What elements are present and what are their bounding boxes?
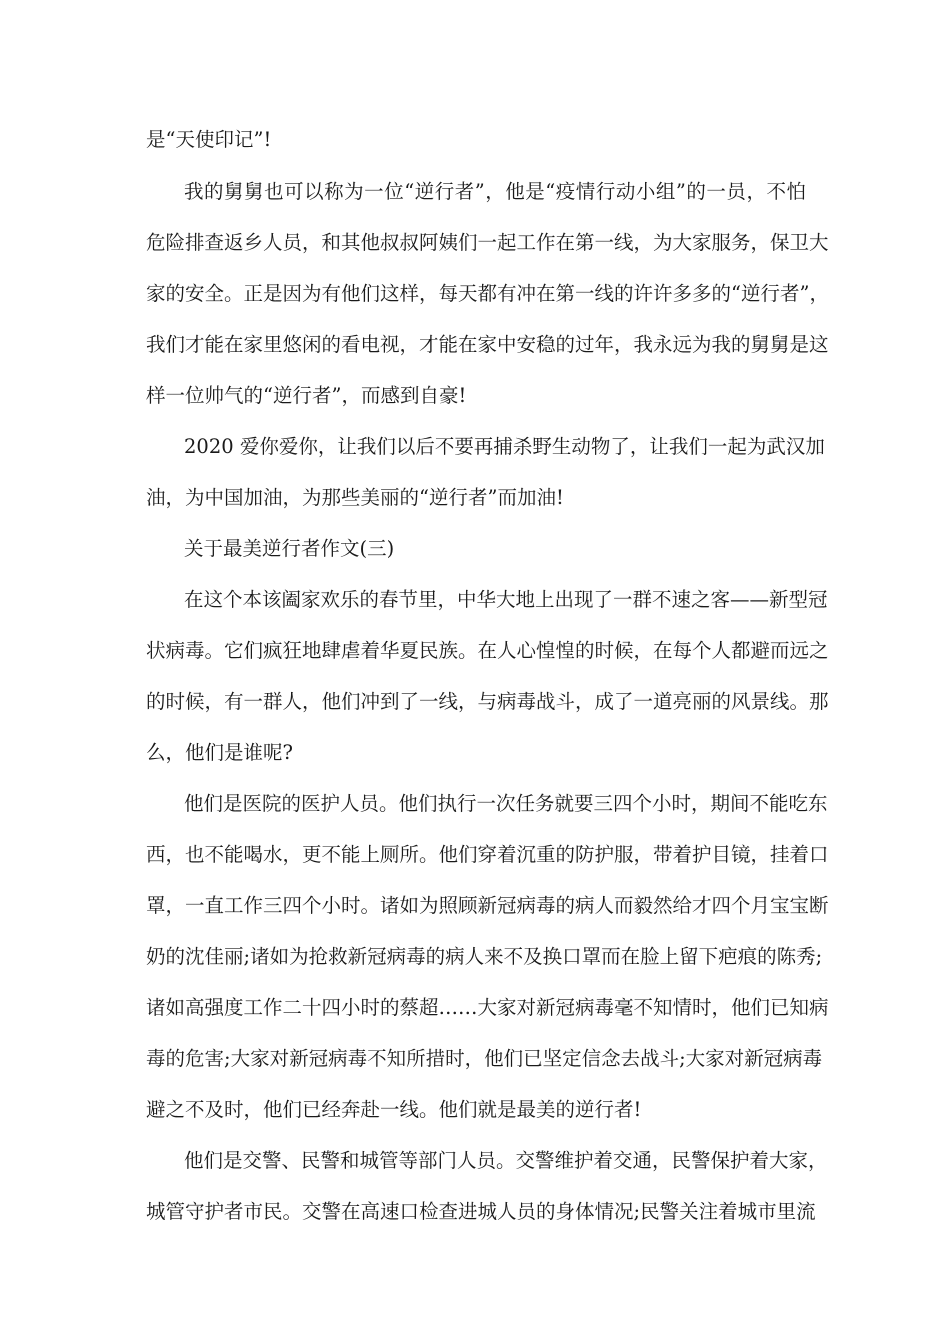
text-line-16: 罩，一直工作三四个小时。诸如为照顾新冠病毒的病人而毅然给才四个月宝宝断 (146, 894, 829, 917)
text-line-3: 危险排查返乡人员，和其他叔叔阿姨们一起工作在第一线，为大家服务，保卫大 (146, 231, 829, 254)
text-line-17: 奶的沈佳丽;诸如为抢救新冠病毒的病人来不及换口罩而在脸上留下疤痕的陈秀; (146, 945, 823, 968)
text-line-4: 家的安全。正是因为有他们这样，每天都有冲在第一线的许许多多的“逆行者”， (146, 282, 829, 305)
text-line-2: 我的舅舅也可以称为一位“逆行者”，他是“疫情行动小组”的一员，不怕 (184, 180, 806, 203)
text-line-1: 是“天使印记”! (146, 128, 272, 151)
text-line-14: 他们是医院的医护人员。他们执行一次任务就要三四个小时，期间不能吃东 (184, 792, 828, 815)
text-line-13: 么，他们是谁呢? (146, 741, 293, 764)
text-line-12: 的时候，有一群人，他们冲到了一线，与病毒战斗，成了一道亮丽的风景线。那 (146, 690, 829, 713)
text-line-6: 样一位帅气的“逆行者”，而感到自豪! (146, 384, 467, 407)
text-line-7: 2020 爱你爱你，让我们以后不要再捕杀野生动物了，让我们一起为武汉加 (184, 435, 825, 458)
text-line-5: 我们才能在家里悠闲的看电视，才能在家中安稳的过年，我永远为我的舅舅是这 (146, 333, 829, 356)
section-heading: 关于最美逆行者作文(三) (184, 537, 395, 560)
text-line-19: 毒的危害;大家对新冠病毒不知所措时，他们已坚定信念去战斗;大家对新冠病毒 (146, 1047, 823, 1070)
text-line-8: 油，为中国加油，为那些美丽的“逆行者”而加油! (146, 486, 564, 509)
text-line-10: 在这个本该阖家欢乐的春节里，中华大地上出现了一群不速之客——新型冠 (184, 588, 828, 611)
text-line-15: 西，也不能喝水，更不能上厕所。他们穿着沉重的防护服，带着护目镜，挂着口 (146, 843, 829, 866)
text-line-20: 避之不及时，他们已经奔赴一线。他们就是最美的逆行者! (146, 1098, 642, 1121)
text-line-21: 他们是交警、民警和城管等部门人员。交警维护着交通，民警保护着大家， (184, 1149, 828, 1172)
text-line-11: 状病毒。它们疯狂地肆虐着华夏民族。在人心惶惶的时候，在每个人都避而远之 (146, 639, 829, 662)
text-line-22: 城管守护者市民。交警在高速口检查进城人员的身体情况;民警关注着城市里流 (146, 1200, 816, 1223)
text-line-18: 诸如高强度工作二十四小时的蔡超……大家对新冠病毒毫不知情时，他们已知病 (146, 996, 829, 1019)
